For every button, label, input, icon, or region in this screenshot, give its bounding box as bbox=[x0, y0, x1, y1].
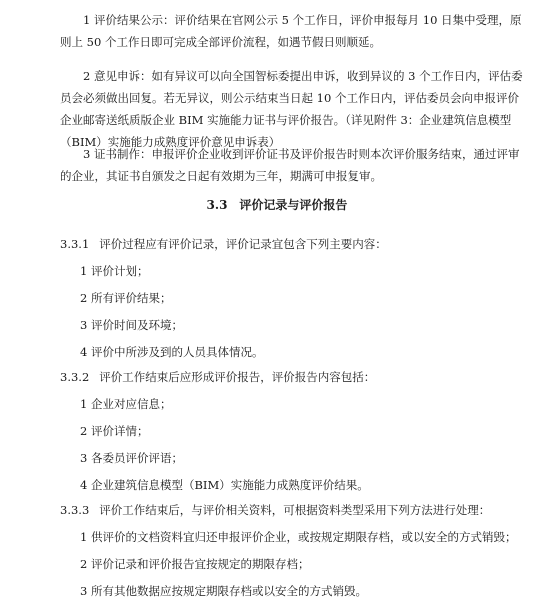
list-item: 3 评价时间及环境； bbox=[80, 318, 183, 332]
list-item: 4 企业建筑信息模型（BIM）实施能力成熟度评价结果。 bbox=[80, 478, 369, 492]
list-item: 1 供评价的文档资料宜归还申报评价企业，或按规定期限存档，或以安全的方式销毁； bbox=[80, 530, 517, 544]
clause-3-3-1 bbox=[60, 233, 387, 255]
list-item: 1 企业对应信息； bbox=[80, 397, 172, 411]
list-item: 2 评价记录和评价报告宜按规定的期限存档； bbox=[80, 557, 310, 571]
list-item: 1 评价计划； bbox=[80, 264, 149, 278]
list-item: 2 所有评价结果； bbox=[80, 291, 172, 305]
clause-3-3-2 bbox=[60, 366, 375, 388]
paragraph-objection-appeal: 2 意见申诉：如有异议可以向全国智标委提出申诉，收到异议的 3 个工作日内，评估委员会必须做出回复。若无异议，则公示结束当日起 10 个工作日内，评估委员会向申报评价企业邮寄送纸质版企业 BIM 实施能力证书与评价报告。（详见附件 3：企业建筑信息模型（BIM）实施能力成熟度评价意见申诉表） bbox=[60, 69, 523, 149]
section-heading: 3.3 评价记录与评价报告 bbox=[206, 198, 348, 212]
clause-number: 3.3.2 bbox=[60, 370, 90, 384]
list-item: 4 评价中所涉及到的人员具体情况。 bbox=[80, 345, 264, 359]
clause-3-3-3 bbox=[60, 499, 490, 521]
clause-number: 3.3.3 bbox=[60, 503, 90, 517]
clause-text: 评价工作结束后应形成评价报告，评价报告内容包括： bbox=[99, 370, 376, 384]
list-item: 2 评价详情； bbox=[80, 424, 149, 438]
clause-number: 3.3.1 bbox=[60, 237, 90, 251]
clause-text: 评价过程应有评价记录，评价记录宜包含下列主要内容： bbox=[99, 237, 387, 251]
list-item: 3 所有其他数据应按规定期限存档或以安全的方式销毁。 bbox=[80, 584, 367, 598]
paragraph-result-publicity: 1 评价结果公示：评价结果在官网公示 5 个工作日，评价申报每月 10 日集中受理，原则上 50 个工作日即可完成全部评价流程，如遇节假日则顺延。 bbox=[60, 13, 522, 49]
list-item: 3 各委员评价评语； bbox=[80, 451, 183, 465]
clause-text: 评价工作结束后，与评价相关资料，可根据资料类型采用下列方法进行处理： bbox=[99, 503, 491, 517]
paragraph-certificate-issuance: 3 证书制作：申报评价企业收到评价证书及评价报告时则本次评价服务结束，通过评审的企业，其证书自颁发之日起有效期为三年，期满可申报复审。 bbox=[60, 147, 520, 183]
